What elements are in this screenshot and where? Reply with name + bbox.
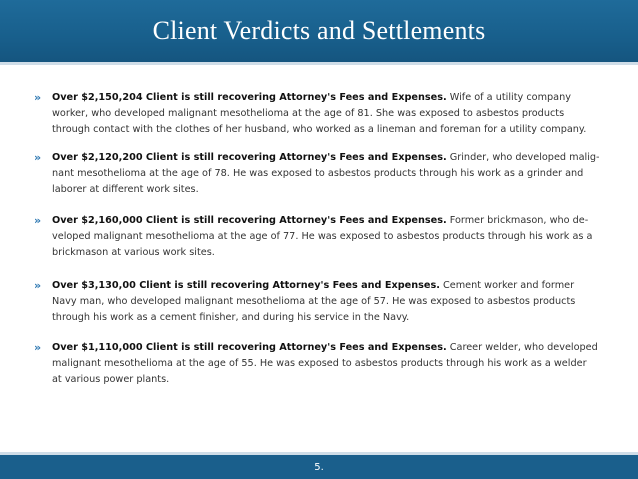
verdict-description-line: Wife of a utility company: [449, 92, 571, 103]
verdict-description-line: through his work as a cement finisher, and during his service in the Navy.: [52, 312, 410, 323]
double-chevron-right-icon: »: [34, 341, 41, 354]
verdict-description-line: brickmason at various work sites.: [52, 247, 215, 258]
verdict-description-line: veloped malignant mesothelioma at the age of 77. He was exposed to asbestos products through his work as a: [52, 231, 593, 242]
verdict-description-line: Grinder, who developed malig-: [449, 152, 600, 163]
double-chevron-right-icon: »: [34, 279, 41, 292]
double-chevron-right-icon: »: [34, 91, 41, 104]
verdict-description-line: malignant mesothelioma at the age of 55. He was exposed to asbestos products through his work as a welder: [52, 358, 587, 369]
verdict-amount-heading: Over $2,120,200 Client is still recovering Attorney's Fees and Expenses.: [52, 152, 447, 163]
verdict-item: [34, 90, 609, 138]
verdict-description-line: Cement worker and former: [443, 280, 575, 291]
verdict-description-line: worker, who developed malignant mesothelioma at the age of 81. She was exposed to asbestos products: [52, 108, 565, 119]
double-chevron-right-icon: »: [34, 151, 41, 164]
slide-footer: [0, 455, 638, 479]
verdict-description-line: nant mesothelioma at the age of 78. He was exposed to asbestos products through his work as a grinder and: [52, 168, 584, 179]
slide-header: [0, 0, 638, 62]
header-divider: [0, 62, 638, 65]
page-number: 5.: [314, 461, 324, 473]
verdict-description-line: at various power plants.: [52, 374, 170, 385]
verdict-item: [34, 278, 609, 326]
page-title: Client Verdicts and Settlements: [152, 16, 486, 45]
verdict-amount-heading: Over $3,130,00 Client is still recovering Attorney's Fees and Expenses.: [52, 280, 440, 291]
verdict-amount-heading: Over $2,150,204 Client is still recovering Attorney's Fees and Expenses.: [52, 92, 447, 103]
verdict-description-line: laborer at different work sites.: [52, 184, 199, 195]
verdict-list: [34, 90, 609, 388]
verdict-amount-heading: Over $1,110,000 Client is still recovering Attorney's Fees and Expenses.: [52, 342, 447, 353]
verdict-description-line: Former brickmason, who de-: [449, 215, 589, 226]
verdict-description-line: Career welder, who developed: [449, 342, 598, 353]
verdict-item: [34, 213, 609, 261]
verdict-amount-heading: Over $2,160,000 Client is still recovering Attorney's Fees and Expenses.: [52, 215, 447, 226]
verdict-description-line: Navy man, who developed malignant mesothelioma at the age of 57. He was exposed to asbestos products: [52, 296, 576, 307]
verdict-item: [34, 150, 609, 198]
verdict-item: [34, 340, 609, 388]
double-chevron-right-icon: »: [34, 214, 41, 227]
verdict-description-line: through contact with the clothes of her husband, who worked as a lineman and foreman for a utility company.: [52, 124, 587, 135]
